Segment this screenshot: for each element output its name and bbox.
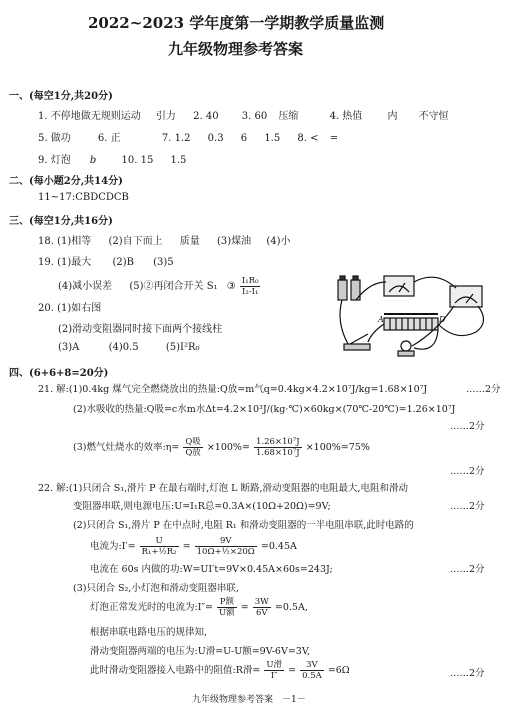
q22-part1-score: ……2分 bbox=[450, 501, 485, 512]
q22-p3-pre2: 此时滑动变阻器接入电路中的阻值:R滑= bbox=[90, 665, 261, 676]
q22-part2-b bbox=[90, 536, 297, 557]
q22-p3-frac3 bbox=[264, 660, 284, 681]
q19-b: (2)B bbox=[112, 257, 134, 268]
section4-heading: 四、(6+6+8=20分) bbox=[9, 368, 109, 379]
q22-p2-post: =0.45A bbox=[260, 541, 297, 552]
q21-p3-frac1-den: Q放 bbox=[185, 448, 201, 458]
q19-line1 bbox=[38, 253, 174, 268]
q22-p2-frac2-den: 10Ω+½×20Ω bbox=[196, 547, 255, 557]
s1-row3-b: b bbox=[89, 155, 97, 166]
q22-p3-frac1 bbox=[217, 597, 237, 618]
q22-p2-pre: 电流为:I′= bbox=[90, 541, 136, 552]
q20-a: (3)A bbox=[58, 342, 80, 353]
q22-p3-frac1-num: P额 bbox=[217, 597, 237, 608]
svg-text:A: A bbox=[378, 315, 384, 324]
s1-g: 内 bbox=[387, 111, 398, 122]
switch bbox=[344, 344, 370, 350]
s1-row2-c: 7. 1.2 bbox=[161, 133, 191, 144]
s1-row3-a: 9. 灯泡 bbox=[38, 155, 71, 166]
q19-e: (5)②再闭合开关 S₁ bbox=[129, 281, 218, 292]
q22-part1-b: 变阻器串联,则电源电压:U=I₁R总=0.3A×(10Ω+20Ω)=9V; bbox=[73, 501, 331, 512]
s1-row1 bbox=[38, 107, 449, 122]
s1-row3-c: 10. 15 bbox=[121, 155, 154, 166]
q19-c: (3)5 bbox=[153, 257, 174, 268]
q22-part3-b bbox=[90, 597, 308, 618]
page-title: 2022~2023 学年度第一学期教学质量监测 bbox=[88, 14, 385, 32]
q22-part2-score: ……2分 bbox=[450, 564, 485, 575]
q21-part2: (2)水吸收的热量:Q吸=c水m水Δt=4.2×10³J/(kg·℃)×60kg×(70℃-20℃)=1.26×10⁷J bbox=[73, 404, 456, 415]
s1-a: 1. 不停地做无规则运动 bbox=[38, 111, 141, 122]
q22-part3-a: (3)只闭合 S₂,小灯泡和滑动变阻器串联, bbox=[73, 583, 239, 594]
q22-part1-a: 22. 解:(1)只闭合 S₁,滑片 P 在最右端时,灯泡 L 断路,滑动变阻器的电阻最大,电阻和滑动 bbox=[38, 483, 408, 494]
q19-d: (4)减小误差 bbox=[58, 281, 113, 292]
q19-line2 bbox=[58, 276, 261, 297]
q21-p3-pre: (3)燃气灶烧水的效率:η= bbox=[73, 442, 180, 453]
q22-p3-frac2 bbox=[253, 597, 271, 618]
section2-heading: 二、(每小题2分,共14分) bbox=[9, 176, 123, 187]
q21-part1-score: ……2分 bbox=[466, 384, 501, 395]
q22-p3-eq2: = bbox=[288, 665, 297, 676]
q22-part2-c: 电流在 60s 内做的功:W=UI′t=9V×0.45A×60s=243J; bbox=[90, 564, 333, 575]
q21-p3-frac1-num: Q吸 bbox=[185, 437, 201, 447]
q22-p2-frac2-num: 9V bbox=[195, 536, 257, 547]
q22-p2-frac1 bbox=[140, 536, 179, 557]
s1-row2-h: = bbox=[329, 133, 339, 144]
q22-p3-post: =0.5A, bbox=[274, 602, 308, 613]
q22-p3-pre: 灯泡正常发光时的电流为:I″= bbox=[90, 602, 213, 613]
s1-row2-e: 6 bbox=[240, 133, 248, 144]
q20-line1: 20. (1)如右图 bbox=[38, 303, 102, 314]
q22-p3-frac2-den: 6V bbox=[256, 608, 268, 618]
section1-heading: 一、(每空1分,共20分) bbox=[9, 91, 113, 102]
q18-b: (2)自下而上 bbox=[108, 236, 163, 247]
q22-p3-frac4 bbox=[300, 660, 324, 681]
q19-f: ③ bbox=[226, 281, 236, 292]
q19-formula bbox=[240, 276, 261, 297]
q21-p3-post: ×100%=75% bbox=[305, 442, 370, 453]
q19-formula-num: I₁R₀ bbox=[241, 276, 259, 286]
s1-row2-a: 5. 做功 bbox=[38, 133, 71, 144]
q19-formula-den: I₂-I₁ bbox=[241, 287, 259, 297]
s1-c: 2. 40 bbox=[193, 111, 219, 122]
q21-part1: 21. 解:(1)0.4kg 煤气完全燃烧放出的热量:Q放=m气q=0.4kg×4.2×10⁷J/kg=1.68×10⁷J bbox=[38, 384, 428, 395]
s1-row2-b: 6. 正 bbox=[97, 133, 121, 144]
q22-p3-eq: = bbox=[240, 602, 249, 613]
q20-line3 bbox=[58, 342, 200, 353]
s1-f: 4. 热值 bbox=[329, 111, 363, 122]
q22-p2-frac2 bbox=[195, 536, 257, 557]
q18-e: (4)小 bbox=[266, 236, 291, 247]
s1-row2-f: 1.5 bbox=[264, 133, 281, 144]
q22-part2-a: (2)只闭合 S₁,滑片 P 在中点时,电阻 R₁ 和滑动变阻器的一半电阻串联,此时电路的 bbox=[73, 520, 414, 531]
s1-row2-g: 8. < bbox=[297, 133, 319, 144]
q19-a: 19. (1)最大 bbox=[38, 257, 92, 268]
s1-b: 引力 bbox=[155, 111, 176, 122]
s1-row3-d: 1.5 bbox=[170, 155, 187, 166]
q18-d: (3)煤油 bbox=[216, 236, 252, 247]
q22-p2-frac1-num: U bbox=[140, 536, 179, 547]
q21-part3-score: ……2分 bbox=[450, 466, 485, 477]
bulb bbox=[401, 341, 411, 351]
q20-c: (5)I²R₀ bbox=[165, 342, 200, 353]
q22-p2-frac1-den: R₁+½R₂ bbox=[141, 547, 177, 557]
rheostat bbox=[384, 318, 438, 330]
s1-h: 不守恒 bbox=[418, 111, 449, 122]
s1-row3 bbox=[38, 151, 186, 166]
page-footer: 九年级物理参考答案 －1－ bbox=[192, 695, 306, 705]
q21-part3 bbox=[73, 437, 370, 458]
q22-part3-d: 滑动变阻器两端的电压为:U滑=U-U额=9V-6V=3V, bbox=[90, 646, 311, 657]
svg-text:D: D bbox=[439, 315, 446, 324]
q22-p2-eq: = bbox=[182, 541, 191, 552]
q22-part3-score: ……2分 bbox=[450, 668, 485, 679]
q22-p3-frac3-num: U滑 bbox=[266, 660, 283, 670]
s1-row2 bbox=[38, 129, 338, 144]
q18-c: 质量 bbox=[179, 236, 200, 247]
q18-line bbox=[38, 232, 291, 247]
s2-answer: 11~17:CBDCDCB bbox=[38, 192, 129, 203]
q22-p3-frac2-num: 3W bbox=[254, 597, 269, 607]
section3-heading: 三、(每空1分,共16分) bbox=[9, 216, 113, 227]
q18-a: 18. (1)相等 bbox=[38, 236, 92, 247]
s1-e: 压缩 bbox=[278, 111, 299, 122]
s1-d: 3. 60 bbox=[241, 111, 268, 122]
q20-b: (4)0.5 bbox=[108, 342, 139, 353]
q22-part3-c: 根据串联电路电压的规律知, bbox=[90, 627, 208, 638]
circuit-diagram-figure bbox=[326, 262, 498, 360]
q22-p3-frac1-den: U额 bbox=[219, 608, 235, 618]
q21-p3-frac2-den: 1.68×10⁷J bbox=[255, 448, 300, 458]
q22-p3-frac3-den: I″ bbox=[270, 671, 278, 681]
page-subtitle: 九年级物理参考答案 bbox=[168, 40, 304, 58]
q22-part3-e bbox=[90, 660, 350, 681]
q21-part2-score: ……2分 bbox=[450, 421, 485, 432]
q21-p3-frac2 bbox=[254, 437, 302, 458]
q21-p3-frac2-num: 1.26×10⁷J bbox=[255, 437, 300, 447]
q22-p3-post2: =6Ω bbox=[327, 665, 350, 676]
q21-p3-mid: ×100%= bbox=[206, 442, 250, 453]
battery-1 bbox=[338, 280, 347, 300]
s1-row2-d: 0.3 bbox=[207, 133, 224, 144]
q22-p3-frac4-den: 0.5A bbox=[302, 671, 322, 681]
q20-line2: (2)滑动变阻器同时接下面两个接线柱 bbox=[58, 324, 223, 335]
q21-p3-frac1 bbox=[183, 437, 202, 458]
q22-p3-frac4-num: 3V bbox=[300, 660, 324, 671]
